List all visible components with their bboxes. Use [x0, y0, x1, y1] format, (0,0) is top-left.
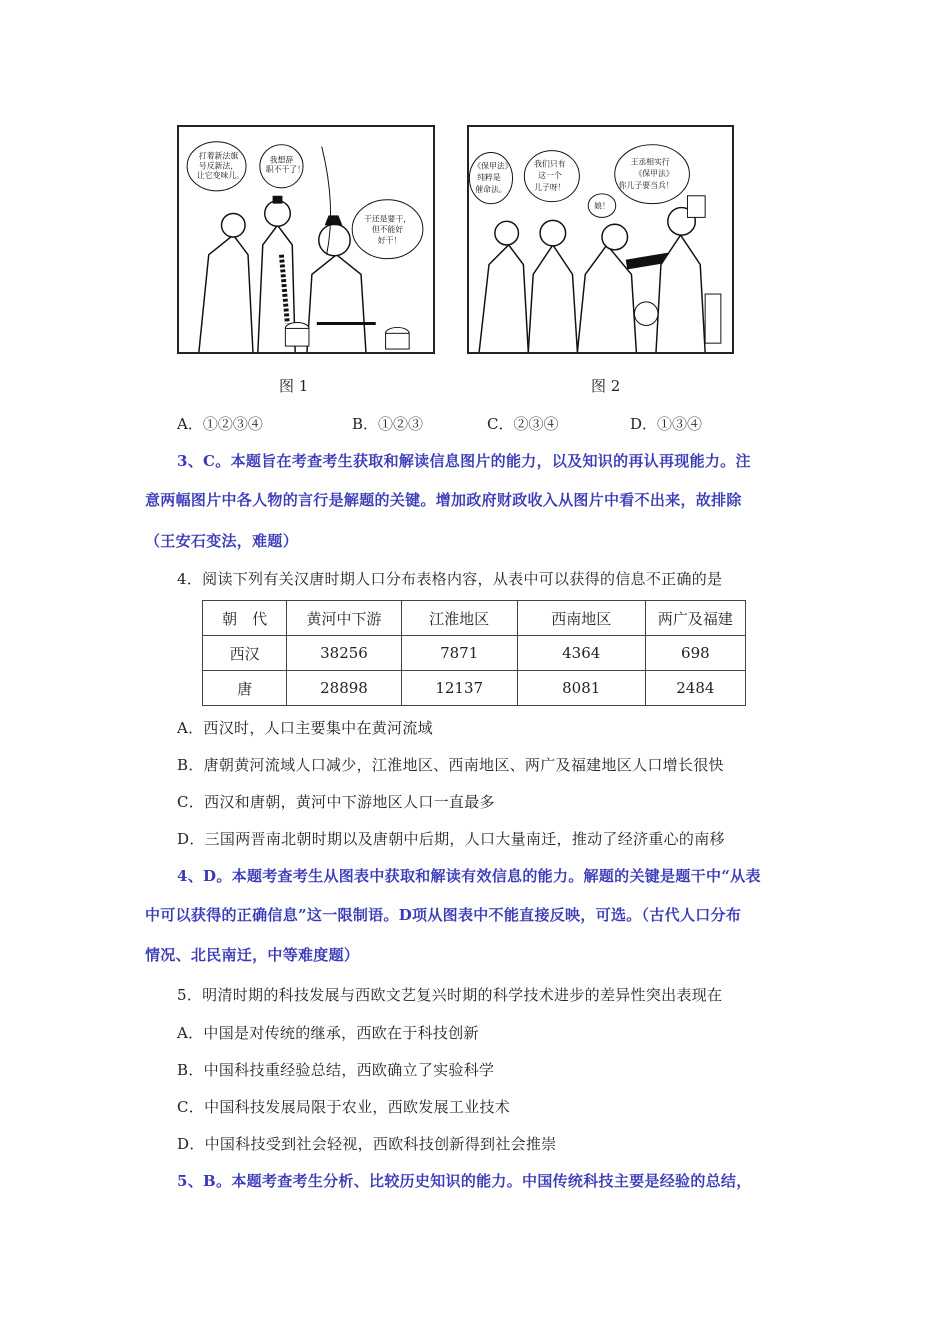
population-table — [202, 600, 746, 706]
cartoon-figure-1-drawing — [179, 127, 433, 352]
q5-option-b: B．中国科技重经验总结，西欧确立了实验科学 — [177, 1061, 495, 1079]
table-cell: 8081 — [517, 671, 645, 706]
fig2-bubble-line: 这一个 — [538, 171, 562, 181]
table-header-row — [203, 601, 746, 636]
fig2-bubble-line: 娘！ — [594, 201, 610, 211]
figure-2-caption: 图 2 — [591, 377, 621, 395]
fig2-bubble-line: 《保甲法》 — [634, 169, 674, 179]
q5-option-d: D．中国科技受到社会轻视，西欧科技创新得到社会推崇 — [177, 1135, 557, 1153]
q3-answer-line: 3、C。本题旨在考查考生获取和解读信息图片的能力，以及知识的再认再现能力。注 — [177, 452, 751, 470]
table-row — [203, 636, 746, 671]
fig2-bubble-line: 儿子呀！ — [534, 182, 566, 192]
table-cell: 698 — [645, 636, 745, 671]
fig1-bubble-line: 职不干了！ — [265, 165, 306, 175]
figure-1-caption: 图 1 — [279, 377, 309, 395]
fig2-bubble-line: 纯粹是 — [477, 173, 501, 183]
table-cell: 西汉 — [203, 636, 287, 671]
q5-stem: 5．明清时期的科技发展与西欧文艺复兴时期的科学技术进步的差异性突出表现在 — [177, 986, 723, 1004]
cartoon-figure-2-drawing — [469, 127, 732, 352]
q4-option-d: D．三国两晋南北朝时期以及唐朝中后期，人口大量南迁，推动了经济重心的南移 — [177, 830, 725, 848]
q4-option-a: A．西汉时，人口主要集中在黄河流域 — [177, 719, 433, 737]
table-cell: 12137 — [401, 671, 517, 706]
q5-answer-line: 5、B。本题考查考生分析、比较历史知识的能力。中国传统科技主要是经验的总结， — [177, 1172, 752, 1190]
table-cell: 28898 — [287, 671, 401, 706]
table-header-cell: 黄河中下游 — [287, 601, 401, 636]
cartoon-figure-1 — [177, 125, 435, 354]
q3-option-a: A．①②③④ — [177, 415, 263, 433]
cartoon-figure-2 — [467, 125, 734, 354]
fig2-bubble-line: 你儿子要当兵！ — [618, 180, 674, 190]
table-cell: 7871 — [401, 636, 517, 671]
fig1-bubble-line: 但不能好 — [371, 225, 404, 235]
fig1-bubble-line: 干还是要干， — [363, 214, 412, 224]
q4-stem: 4．阅读下列有关汉唐时期人口分布表格内容，从表中可以获得的信息不正确的是 — [177, 570, 723, 588]
q3-option-b: B．①②③ — [352, 415, 424, 433]
fig1-bubble-line: 号反新法， — [198, 161, 239, 171]
table-header-cell: 江淮地区 — [401, 601, 517, 636]
fig1-bubble-line: 好干！ — [377, 235, 402, 245]
q3-answer-line: （王安石变法，难题） — [145, 532, 299, 550]
fig2-bubble-line: 王丞相实行 — [630, 157, 670, 167]
q4-answer-line: 情况、北民南迁，中等难度题） — [145, 946, 360, 964]
q3-option-d: D．①③④ — [630, 415, 703, 433]
q5-option-c: C．中国科技发展局限于农业，西欧发展工业技术 — [177, 1098, 511, 1116]
fig1-bubble-line: 让它变味儿。 — [196, 171, 245, 181]
fig1-bubble-line: 我想辞 — [269, 155, 294, 165]
fig1-bubble-line: 打着新法旗 — [198, 151, 239, 161]
fig2-bubble-line: 催命法。 — [475, 184, 507, 194]
table-cell: 唐 — [203, 671, 287, 706]
table-cell: 38256 — [287, 636, 401, 671]
q3-option-c: C．②③④ — [487, 415, 559, 433]
table-cell: 2484 — [645, 671, 745, 706]
q5-option-a: A．中国是对传统的继承，西欧在于科技创新 — [177, 1024, 479, 1042]
q4-answer-line: 4、D。本题考查考生从图表中获取和解读有效信息的能力。解题的关键是题干中“从表 — [177, 867, 761, 885]
q4-option-c: C．西汉和唐朝，黄河中下游地区人口一直最多 — [177, 793, 495, 811]
q3-answer-line: 意两幅图片中各人物的言行是解题的关键。增加政府财政收入从图片中看不出来，故排除 — [145, 491, 742, 509]
fig2-bubble-line: 《保甲法》 — [473, 161, 513, 171]
table-row — [203, 671, 746, 706]
table-cell: 4364 — [517, 636, 645, 671]
fig2-bubble-line: 我们只有 — [534, 159, 566, 169]
table-header-cell: 朝 代 — [203, 601, 287, 636]
table-header-cell: 西南地区 — [517, 601, 645, 636]
q4-option-b: B．唐朝黄河流域人口减少，江淮地区、西南地区、两广及福建地区人口增长很快 — [177, 756, 724, 774]
q4-answer-line: 中可以获得的正确信息”这一限制语。D项从图表中不能直接反映，可选。（古代人口分布 — [145, 906, 742, 924]
table-header-cell: 两广及福建 — [645, 601, 745, 636]
